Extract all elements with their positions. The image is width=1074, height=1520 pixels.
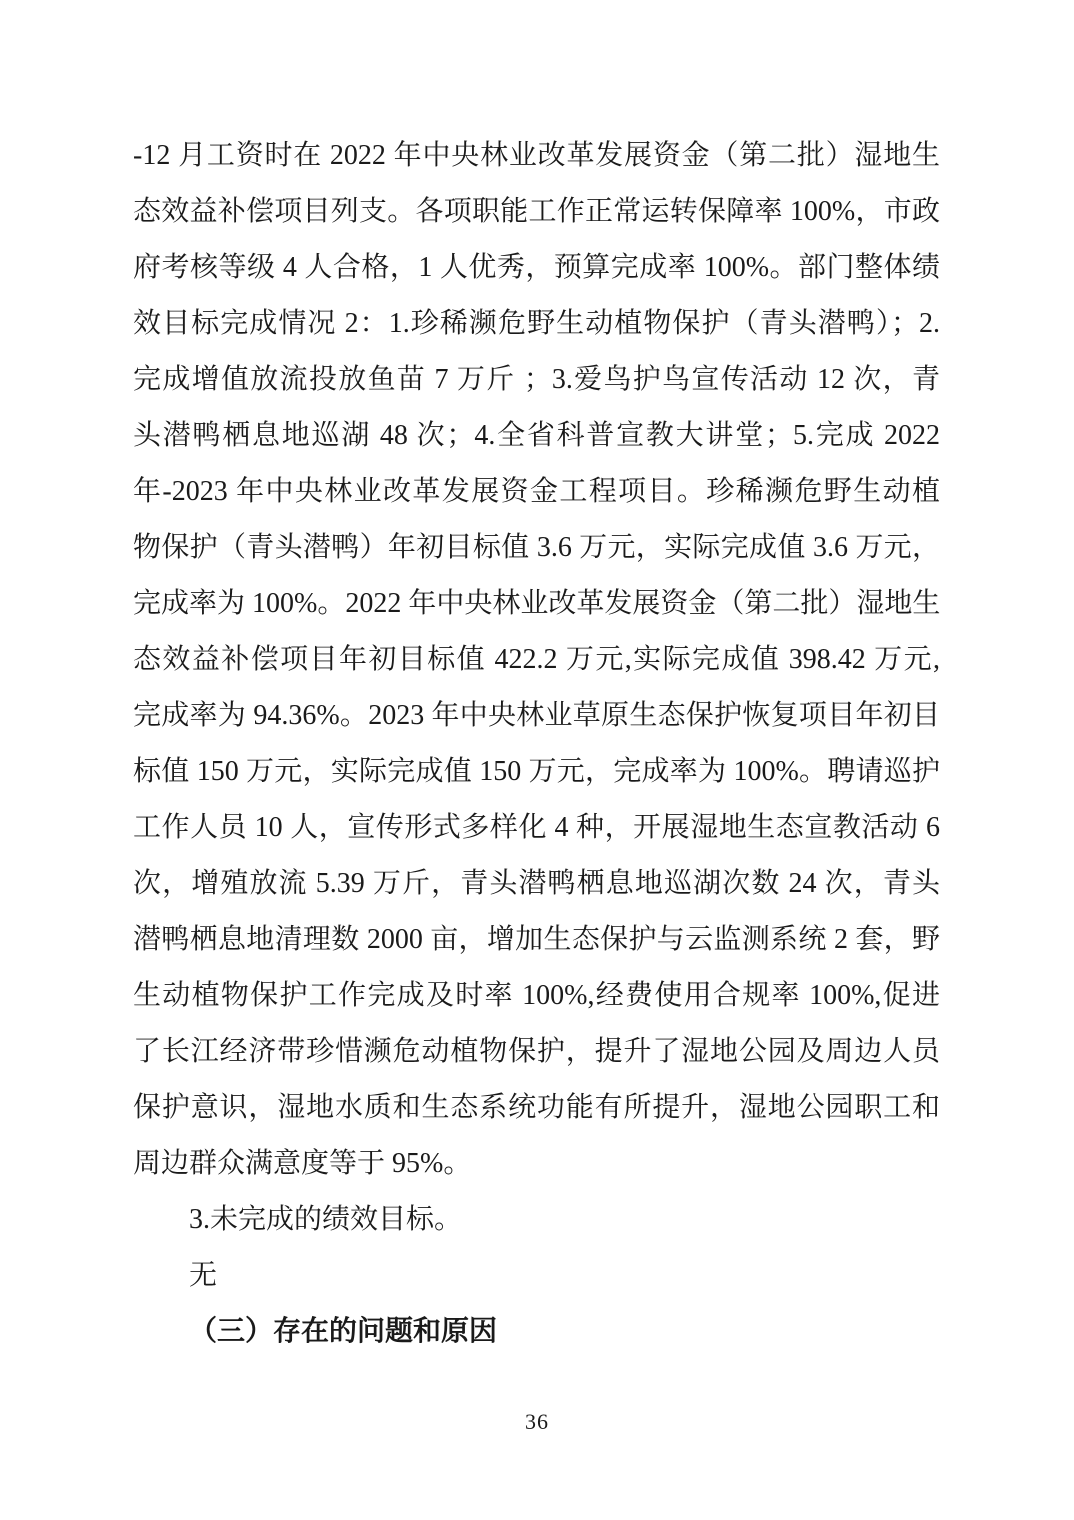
body-text-line: 态效益补偿项目列支。各项职能工作正常运转保障率 100%，市政 (133, 196, 940, 227)
body-text-line: 完成率为 100%。2022 年中央林业改革发展资金（第二批）湿地生 (133, 588, 940, 619)
body-text-line: 态效益补偿项目年初目标值 422.2 万元,实际完成值 398.42 万元, (133, 644, 940, 675)
body-text-line: 效目标完成情况 2：1.珍稀濒危野生动植物保护（青头潜鸭）；2. (133, 308, 940, 339)
body-text-line: 次，增殖放流 5.39 万斤，青头潜鸭栖息地巡湖次数 24 次，青头 (133, 868, 940, 899)
body-text-line: 标值 150 万元，实际完成值 150 万元，完成率为 100%。聘请巡护 (133, 756, 940, 787)
body-text-line: 完成率为 94.36%。2023 年中央林业草原生态保护恢复项目年初目 (133, 700, 940, 731)
body-text-line: 潜鸭栖息地清理数 2000 亩，增加生态保护与云监测系统 2 套，野 (133, 924, 940, 955)
body-text-line: 生动植物保护工作完成及时率 100%,经费使用合规率 100%,促进 (133, 980, 940, 1011)
section-heading: （三）存在的问题和原因 (189, 1316, 498, 1347)
body-text-block (133, 128, 940, 1360)
body-text-line: 物保护（青头潜鸭）年初目标值 3.6 万元，实际完成值 3.6 万元， (133, 532, 940, 563)
body-text-line: 周边群众满意度等于 95%。 (133, 1148, 472, 1179)
body-text-line: -12 月工资时在 2022 年中央林业改革发展资金（第二批）湿地生 (133, 140, 940, 171)
body-text-line: 府考核等级 4 人合格，1 人优秀，预算完成率 100%。部门整体绩 (133, 252, 940, 283)
body-text-line: 完成增值放流投放鱼苗 7 万斤 ；3.爱鸟护鸟宣传活动 12 次，青 (133, 364, 940, 395)
body-text-line: 了长江经济带珍惜濒危动植物保护，提升了湿地公园及周边人员 (133, 1036, 940, 1067)
none-value: 无 (189, 1260, 218, 1291)
body-text-line: 年-2023 年中央林业改革发展资金工程项目。珍稀濒危野生动植 (133, 476, 940, 507)
body-text-line: 头潜鸭栖息地巡湖 48 次；4.全省科普宣教大讲堂；5.完成 2022 (133, 420, 940, 451)
body-text-line: 工作人员 10 人，宣传形式多样化 4 种，开展湿地生态宣教活动 6 (133, 812, 940, 843)
page-number: 36 (525, 1409, 549, 1434)
unfinished-goals-item: 3.未完成的绩效目标。 (189, 1204, 463, 1235)
body-text-line: 保护意识，湿地水质和生态系统功能有所提升，湿地公园职工和 (133, 1092, 940, 1123)
